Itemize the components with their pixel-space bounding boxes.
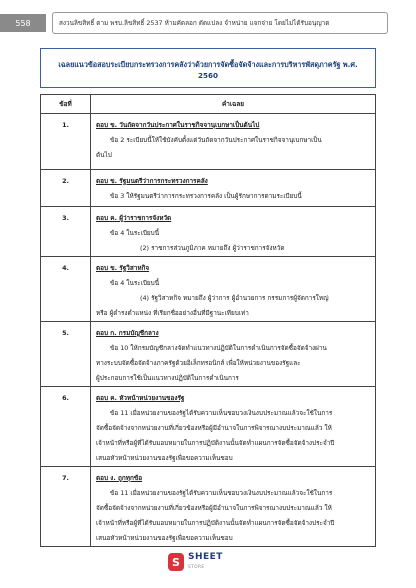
table-row bbox=[41, 322, 376, 387]
table-row bbox=[41, 114, 376, 170]
answer-line: ข้อ 2 ระเบียบนี้ให้ใช้บังคับตั้งแต่วันถัดจากวันประกาศในราชกิจจานุเบกษาเป็น bbox=[110, 136, 322, 144]
answer-cell bbox=[91, 170, 376, 207]
document-title-line-1: เฉลยแนวข้อสอบระเบียบกระทรวงการคลังว่าด้วยการจัดซื้อจัดจ้างและการบริหารพัสดุภาครัฐ พ.ศ. bbox=[58, 60, 358, 69]
table-row bbox=[41, 207, 376, 257]
answer-line: จัดซื้อจัดจ้างจากหน่วยงานที่เกี่ยวข้องหรือผู้มีอำนาจในการพิจารณางบประมาณแล้ว ให้ bbox=[96, 504, 332, 512]
table-row bbox=[41, 467, 376, 547]
answer-line: ข้อ 4 ในระเบียบนี้ bbox=[110, 279, 160, 287]
answer-heading: ตอบ ข. วันถัดจากวันประกาศในราชกิจจานุเบกษาเป็นต้นไป bbox=[96, 121, 260, 129]
logo-subtitle: STORE bbox=[188, 564, 205, 569]
table-row bbox=[41, 170, 376, 207]
answer-line: ผู้ประกอบการใช้เป็นแนวทางปฏิบัติในการดำเนินการ bbox=[96, 374, 239, 382]
answer-heading: ตอบ ค. หัวหน้าหน่วยงานของรัฐ bbox=[96, 394, 185, 402]
answer-heading: ตอบ ง. ถูกทุกข้อ bbox=[96, 474, 143, 482]
table-row bbox=[41, 387, 376, 467]
page-header bbox=[0, 0, 416, 40]
answer-line: เสนอหัวหน้าหน่วยงานของรัฐเพื่อขอความเห็นชอบ bbox=[96, 454, 233, 462]
answer-line: ข้อ 10 ให้กรมบัญชีกลางจัดทำแนวทางปฏิบัติในการดำเนินการจัดซื้อจัดจ้างผ่าน bbox=[110, 344, 327, 352]
column-header-answer: คำเฉลย bbox=[91, 95, 376, 114]
answer-cell bbox=[91, 467, 376, 547]
answer-line: เสนอหัวหน้าหน่วยงานของรัฐเพื่อขอความเห็นชอบ bbox=[96, 534, 233, 542]
question-number: 6. bbox=[41, 387, 91, 467]
table-header-row bbox=[41, 95, 376, 114]
question-number: 1. bbox=[41, 114, 91, 170]
document-title bbox=[40, 48, 376, 88]
answer-cell bbox=[91, 207, 376, 257]
answer-line: ข้อ 4 ในระเบียบนี้ bbox=[110, 229, 160, 237]
question-number: 4. bbox=[41, 257, 91, 322]
answer-line: (4) รัฐวิสาหกิจ หมายถึง ผู้ว่าการ ผู้อำนวยการ กรรมการผู้จัดการใหญ่ bbox=[140, 294, 329, 302]
sheet-store-logo-icon: S bbox=[168, 553, 184, 571]
answer-line: เจ้าหน้าที่หรือผู้ที่ได้รับมอบหมายในการปฏิบัติงานนั้นจัดทำแผนการจัดซื้อจัดจ้างประจำปี bbox=[96, 519, 335, 527]
question-number: 7. bbox=[41, 467, 91, 547]
copyright-notice: สงวนลิขสิทธิ์ ตาม พรบ.ลิขสิทธิ์ 2537 ห้ามคัดลอก ดัดแปลง จำหน่าย แจกจ่าย โดยไม่ได้รับอนุญาต bbox=[52, 12, 388, 34]
question-number: 5. bbox=[41, 322, 91, 387]
answer-line: หรือ ผู้ดำรงตำแหน่ง ที่เรียกชื่ออย่างอื่นที่มีฐานะเทียบเท่า bbox=[96, 309, 249, 317]
document-title-line-2: 2560 bbox=[197, 71, 218, 80]
answer-heading: ตอบ ข. รัฐวิสาหกิจ bbox=[96, 264, 150, 272]
answer-line: จัดซื้อจัดจ้างจากหน่วยงานที่เกี่ยวข้องหรือผู้มีอำนาจในการพิจารณางบประมาณแล้ว ให้ bbox=[96, 424, 332, 432]
answer-line: ต้นไป bbox=[96, 151, 112, 159]
logo-text bbox=[188, 553, 223, 571]
answer-line: ข้อ 11 เมื่อหน่วยงานของรัฐได้รับความเห็นชอบวงเงินงบประมาณแล้วจะใช้ในการ bbox=[110, 489, 333, 497]
answer-table bbox=[40, 94, 376, 547]
column-header-number: ข้อที่ bbox=[41, 95, 91, 114]
logo-word: SHEET bbox=[188, 552, 223, 562]
answer-line: ทางระบบจัดซื้อจัดจ้างภาครัฐด้วยอิเล็กทรอนิกส์ เพื่อให้หน่วยงานของรัฐและ bbox=[96, 359, 301, 367]
question-number: 2. bbox=[41, 170, 91, 207]
table-row bbox=[41, 257, 376, 322]
answer-heading: ตอบ ก. กรมบัญชีกลาง bbox=[96, 329, 159, 337]
answer-cell bbox=[91, 387, 376, 467]
answer-cell bbox=[91, 257, 376, 322]
sheet-store-logo bbox=[168, 548, 248, 576]
page-number: 558 bbox=[0, 14, 46, 32]
answer-line: ข้อ 3 ให้รัฐมนตรีว่าการกระทรวงการคลัง เป็นผู้รักษาการตามระเบียบนี้ bbox=[110, 192, 302, 200]
answer-line: ข้อ 11 เมื่อหน่วยงานของรัฐได้รับความเห็นชอบวงเงินงบประมาณแล้วจะใช้ในการ bbox=[110, 409, 333, 417]
answer-heading: ตอบ ค. ผู้ว่าราชการจังหวัด bbox=[96, 214, 172, 222]
answer-cell bbox=[91, 322, 376, 387]
answer-cell bbox=[91, 114, 376, 170]
question-number: 3. bbox=[41, 207, 91, 257]
answer-line: (2) ราชการส่วนภูมิภาค หมายถึง ผู้ว่าราชการจังหวัด bbox=[140, 244, 285, 252]
answer-heading: ตอบ ข. รัฐมนตรีว่าการกระทรวงการคลัง bbox=[96, 177, 208, 185]
answer-line: เจ้าหน้าที่หรือผู้ที่ได้รับมอบหมายในการปฏิบัติงานนั้นจัดทำแผนการจัดซื้อจัดจ้างประจำปี bbox=[96, 439, 335, 447]
